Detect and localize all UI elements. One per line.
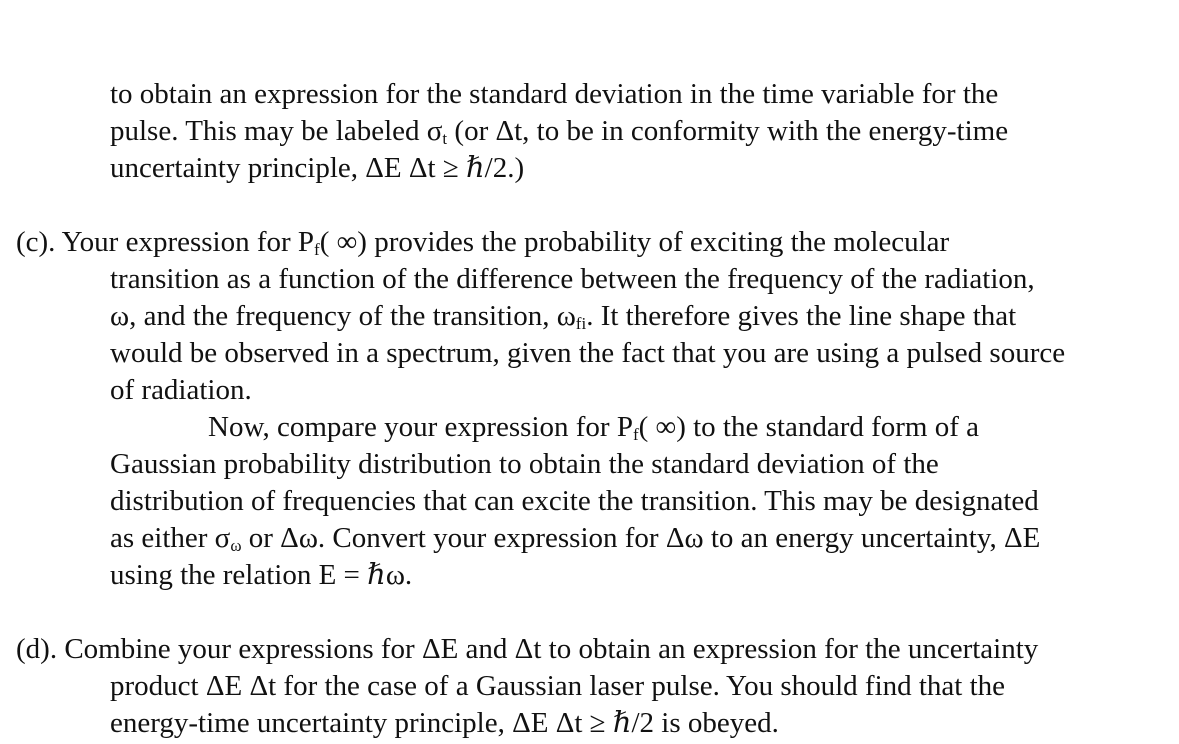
part-c-line-3 xyxy=(110,298,1016,335)
part-c-text-3b: . It therefore gives the line shape that xyxy=(586,300,1017,332)
part-c-para2-line-4 xyxy=(110,520,1040,557)
intro-line-3 xyxy=(110,150,524,187)
part-c-line-4 xyxy=(110,335,1065,372)
part-c-label: (c). xyxy=(16,226,56,258)
intro-text-1: to obtain an expression for the standard deviation in the time variable for the xyxy=(110,78,999,110)
part-d-text-2: product ΔE Δt for the case of a Gaussian laser pulse. You should find that the xyxy=(110,670,1006,702)
sigma-omega-subscript: ω xyxy=(230,536,242,555)
part-c-para2-text-2: Gaussian probability distribution to obtain the standard deviation of the xyxy=(110,448,939,480)
part-c-para2-text-4b: or Δω. Convert your expression for Δω to an energy uncertainty, ΔE xyxy=(241,522,1041,554)
pf-subscript-2: f xyxy=(632,425,639,444)
omega-fi-subscript: fi xyxy=(575,314,587,333)
part-c-text-1b: ( ∞) provides the probability of exciting the molecular xyxy=(319,226,950,258)
part-d-text-3: energy-time uncertainty principle, ΔE Δt ≥ ℏ/2 is obeyed. xyxy=(110,707,779,739)
part-c-para2-text-4a: as either σ xyxy=(110,522,231,554)
part-c-text-5: of radiation. xyxy=(110,374,252,406)
part-d-line-1 xyxy=(16,631,1038,668)
intro-line-2 xyxy=(110,113,1008,150)
part-c-para2-text-5: using the relation E = ℏω. xyxy=(110,559,413,591)
part-d-line-2 xyxy=(110,668,1005,705)
part-c-para2-line-5 xyxy=(110,557,412,594)
intro-text-2b: (or Δt, to be in conformity with the energy-time xyxy=(447,115,1009,147)
part-c-para2-line-1 xyxy=(208,409,979,446)
part-d-label: (d). xyxy=(16,633,58,665)
part-c-line-1 xyxy=(16,224,949,261)
part-c-text-2: transition as a function of the difference between the frequency of the radiation, xyxy=(110,263,1035,295)
part-d-text-1: Combine your expressions for ΔE and Δt to obtain an expression for the uncertainty xyxy=(64,633,1039,665)
intro-line-1 xyxy=(110,76,998,113)
intro-text-3: uncertainty principle, ΔE Δt ≥ ℏ/2.) xyxy=(110,152,525,184)
pf-subscript: f xyxy=(314,240,320,259)
part-c-para2-text-1a: Now, compare your expression for P xyxy=(208,411,633,443)
part-d-line-3 xyxy=(110,705,779,742)
intro-text-2a: pulse. This may be labeled σ xyxy=(110,115,443,147)
part-c-para2-line-2 xyxy=(110,446,939,483)
part-c-para2-text-3: distribution of frequencies that can excite the transition. This may be designated xyxy=(110,485,1039,517)
part-c-line-5 xyxy=(110,372,252,409)
part-c-text-4: would be observed in a spectrum, given the fact that you are using a pulsed source xyxy=(110,337,1066,369)
part-c-para2-text-1b: ( ∞) to the standard form of a xyxy=(638,411,980,443)
part-c-para2-line-3 xyxy=(110,483,1039,520)
part-c-line-2 xyxy=(110,261,1035,298)
part-c-text-3a: ω, and the frequency of the transition, ω xyxy=(110,300,576,332)
part-c-text-1a: Your expression for P xyxy=(61,226,315,258)
sigma-t-subscript: t xyxy=(442,129,448,148)
